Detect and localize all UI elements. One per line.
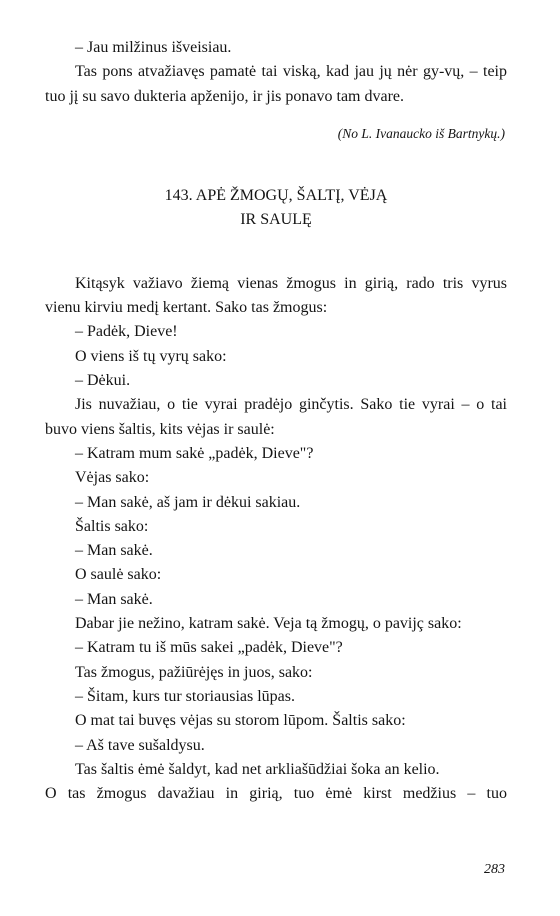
story-paragraph: Dabar jie nežino, katram sakė. Veja tą žmogų, o pavijç sako: [75,615,462,633]
story-paragraph: – Padėk, Dieve! [75,323,178,341]
previous-story-paragraph: Tas pons atvažiavęs pamatė tai viską, kad jau jų nėr gy-vų, – teip tuo jį su savo dukteria apženijo, ir jis ponavo tam dvare. [45,63,507,105]
page-number: 283 [484,862,505,877]
story-paragraph: – Aš tave sušaldysu. [75,736,205,754]
story-paragraph: Jis nuvažiau, o tie vyrai pradėjo ginčytis. Sako tie vyrai – o tai buvo viens šaltis, kits vėjas ir saulė: [45,396,507,438]
story-paragraph: – Man sakė. [75,542,153,560]
story-paragraph: O tas žmogus davažiau in girią, tuo ėmė kirst medžius – tuo [45,785,507,803]
story-paragraph: Tas žmogus, pažiūrėjęs in juos, sako: [75,663,313,681]
story-paragraph: Kitąsyk važiavo žiemą vienas žmogus in girią, rado tris vyrus vienu kirviu medį kertant. Sako tas žmogus: [45,274,507,317]
story-paragraph: – Man sakė. [75,590,153,608]
story-paragraph: – Šitam, kurs tur storiausias lūpas. [75,687,295,705]
story-title-line1: 143. APĖ ŽMOGŲ, ŠALTĮ, VĖJĄ [164,186,388,204]
story-paragraph: Vėjas sako: [75,469,150,487]
story-paragraph: Šaltis sako: [75,517,149,535]
source-attribution: (No L. Ivanaucko iš Bartnykų.) [337,125,505,141]
previous-story-line: – Jau milžinus išveisiau. [75,39,232,56]
story-text [45,272,507,807]
story-paragraph: Tas šaltis ėmė šaldyt, kad net arkliašūdžiai šoka an kelio. [75,760,440,778]
story-paragraph: O saulė sako: [75,566,162,584]
story-paragraph: – Man sakė, aš jam ir dėkui sakiau. [75,493,301,511]
story-title [45,184,507,232]
story-paragraph: – Katram tu iš mūs sakei „padėk, Dieve"? [75,639,343,657]
story-paragraph: – Katram mum sakė „padėk, Dieve"? [75,444,314,462]
story-title-line2: IR SAULĘ [240,210,312,228]
story-paragraph: O viens iš tų vyrų sako: [75,347,227,365]
story-paragraph: – Dėkui. [75,372,131,390]
story-paragraph: O mat tai buvęs vėjas su storom lūpom. Šaltis sako: [75,712,406,730]
page-body [45,36,507,806]
